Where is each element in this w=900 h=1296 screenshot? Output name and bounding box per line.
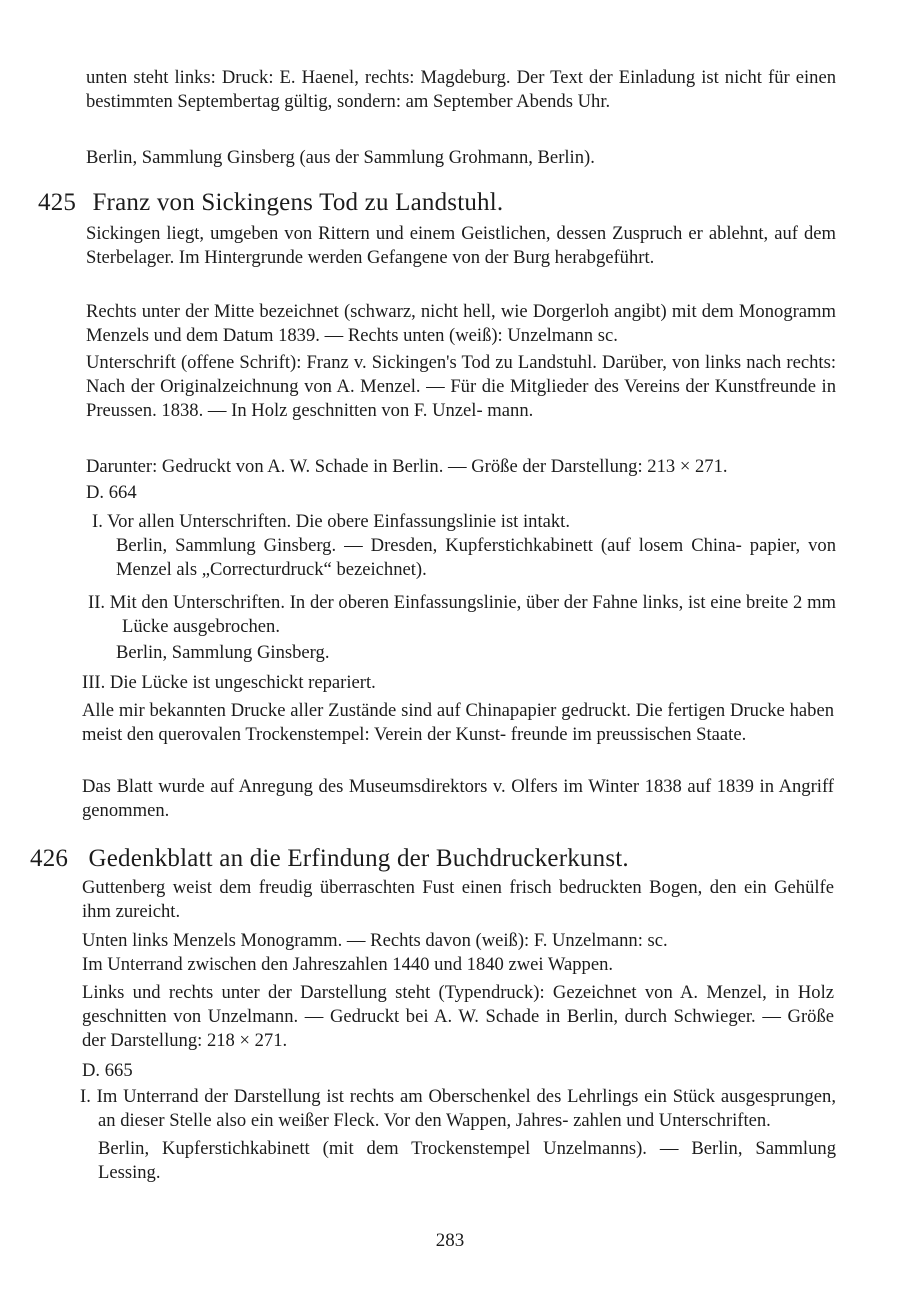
entry-425-signature: Rechts unter der Mitte bezeichnet (schwarz, nicht hell, wie Dorgerloh angibt) mit dem Monogramm Menzels und dem Datum 1839. — Rechts unten (weiß): Unzelmann sc. [86,301,836,346]
entry-426-catalog: D. 665 [82,1060,133,1081]
entry-425-inscription: Unterschrift (offene Schrift): Franz v. Sickingen's Tod zu Landstuhl. Darüber, von links nach rechts: Nach der Originalzeichnung von A. Menzel. — Für die Mitglieder des Vereins der Kunstfreunde in Preussen. 1838. — In Holz geschnitten von F. Unzel- mann. [86,352,836,421]
intro-paragraph: unten steht links: Druck: E. Haenel, rechts: Magdeburg. Der Text der Einladung ist nicht für einen bestimmten Septembertag gültig, sondern: am September Abends Uhr. [86,67,836,112]
entry-425-title: Franz von Sickingens Tod zu Landstuhl. [92,189,504,216]
state-roman: I. [80,1086,91,1107]
state-text: Im Unterrand der Darstellung ist rechts am Oberschenkel des Lehrlings ein Stück ausgesprungen, an dieser Stelle also ein weißer Fleck. Vor den Wappen, Jahres- zahlen und Unterschriften. [96,1086,836,1131]
state-roman: I. [92,511,103,532]
state-location: Berlin, Sammlung Ginsberg. [116,642,330,663]
entry-426-state-1 [80,1085,836,1185]
entry-425-heading [38,188,838,218]
state-text: Mit den Unterschriften. In der oberen Einfassungslinie, über der Fahne links, ist eine breite 2 mm Lücke ausgebrochen. [109,592,836,637]
entry-425-note-history: Das Blatt wurde auf Anregung des Museumsdirektors v. Olfers im Winter 1838 auf 1839 in Angriff genommen. [82,776,834,821]
entry-425-catalog: D. 664 [86,482,137,503]
state-location: Berlin, Sammlung Ginsberg. — Dresden, Kupferstichkabinett (auf losem China- papier, von Menzel als „Correcturdruck“ bezeichnet). [116,535,836,580]
entry-426-number: 426 [30,845,69,872]
entry-426-description: Guttenberg weist dem freudig überraschten Fust einen frisch bedruckten Bogen, den ein Gehülfe ihm zureicht. [82,877,834,922]
entry-425-state-1 [92,510,836,582]
entry-425-number: 425 [38,189,77,216]
entry-426-heading [30,844,830,874]
entry-426-arms: Im Unterrand zwischen den Jahreszahlen 1440 und 1840 zwei Wappen. [82,954,614,975]
entry-425-description: Sickingen liegt, umgeben von Rittern und einem Geistlichen, dessen Zuspruch er ablehnt, auf dem Sterbelager. Im Hintergrunde werden Gefangene von der Burg herabgeführt. [86,223,836,268]
entry-426-title: Gedenkblatt an die Erfindung der Buchdruckerkunst. [88,845,629,872]
state-roman: III. [82,672,106,693]
entry-426-signature: Unten links Menzels Monogramm. — Rechts davon (weiß): F. Unzelmann: sc. [82,930,668,951]
state-text: Die Lücke ist ungeschickt repariert. [109,672,376,693]
entry-425-state-2 [88,591,836,665]
entry-425-state-3 [82,671,836,695]
entry-426-inscription: Links und rechts unter der Darstellung steht (Typendruck): Gezeichnet von A. Menzel, in Holz geschnitten von Unzelmann. — Gedruckt bei A. W. Schade in Berlin, durch Schwieger. — Größe der Darstellung: 218 × 271. [82,982,834,1051]
page-number: 283 [435,1230,465,1251]
state-text: Vor allen Unterschriften. Die obere Einfassungslinie ist intakt. [107,511,570,532]
entry-425-printer: Darunter: Gedruckt von A. W. Schade in Berlin. — Größe der Darstellung: 213 × 271. [86,456,728,477]
state-location: Berlin, Kupferstichkabinett (mit dem Trockenstempel Unzelmanns). — Berlin, Sammlung Lessing. [98,1138,836,1183]
state-roman: II. [88,592,106,613]
intro-location: Berlin, Sammlung Ginsberg (aus der Sammlung Grohmann, Berlin). [86,147,595,168]
entry-425-note-paper: Alle mir bekannten Drucke aller Zustände sind auf Chinapapier gedruckt. Die fertigen Drucke haben meist den querovalen Trockenstempel: Verein der Kunst- freunde im preussischen Staate. [82,700,834,745]
